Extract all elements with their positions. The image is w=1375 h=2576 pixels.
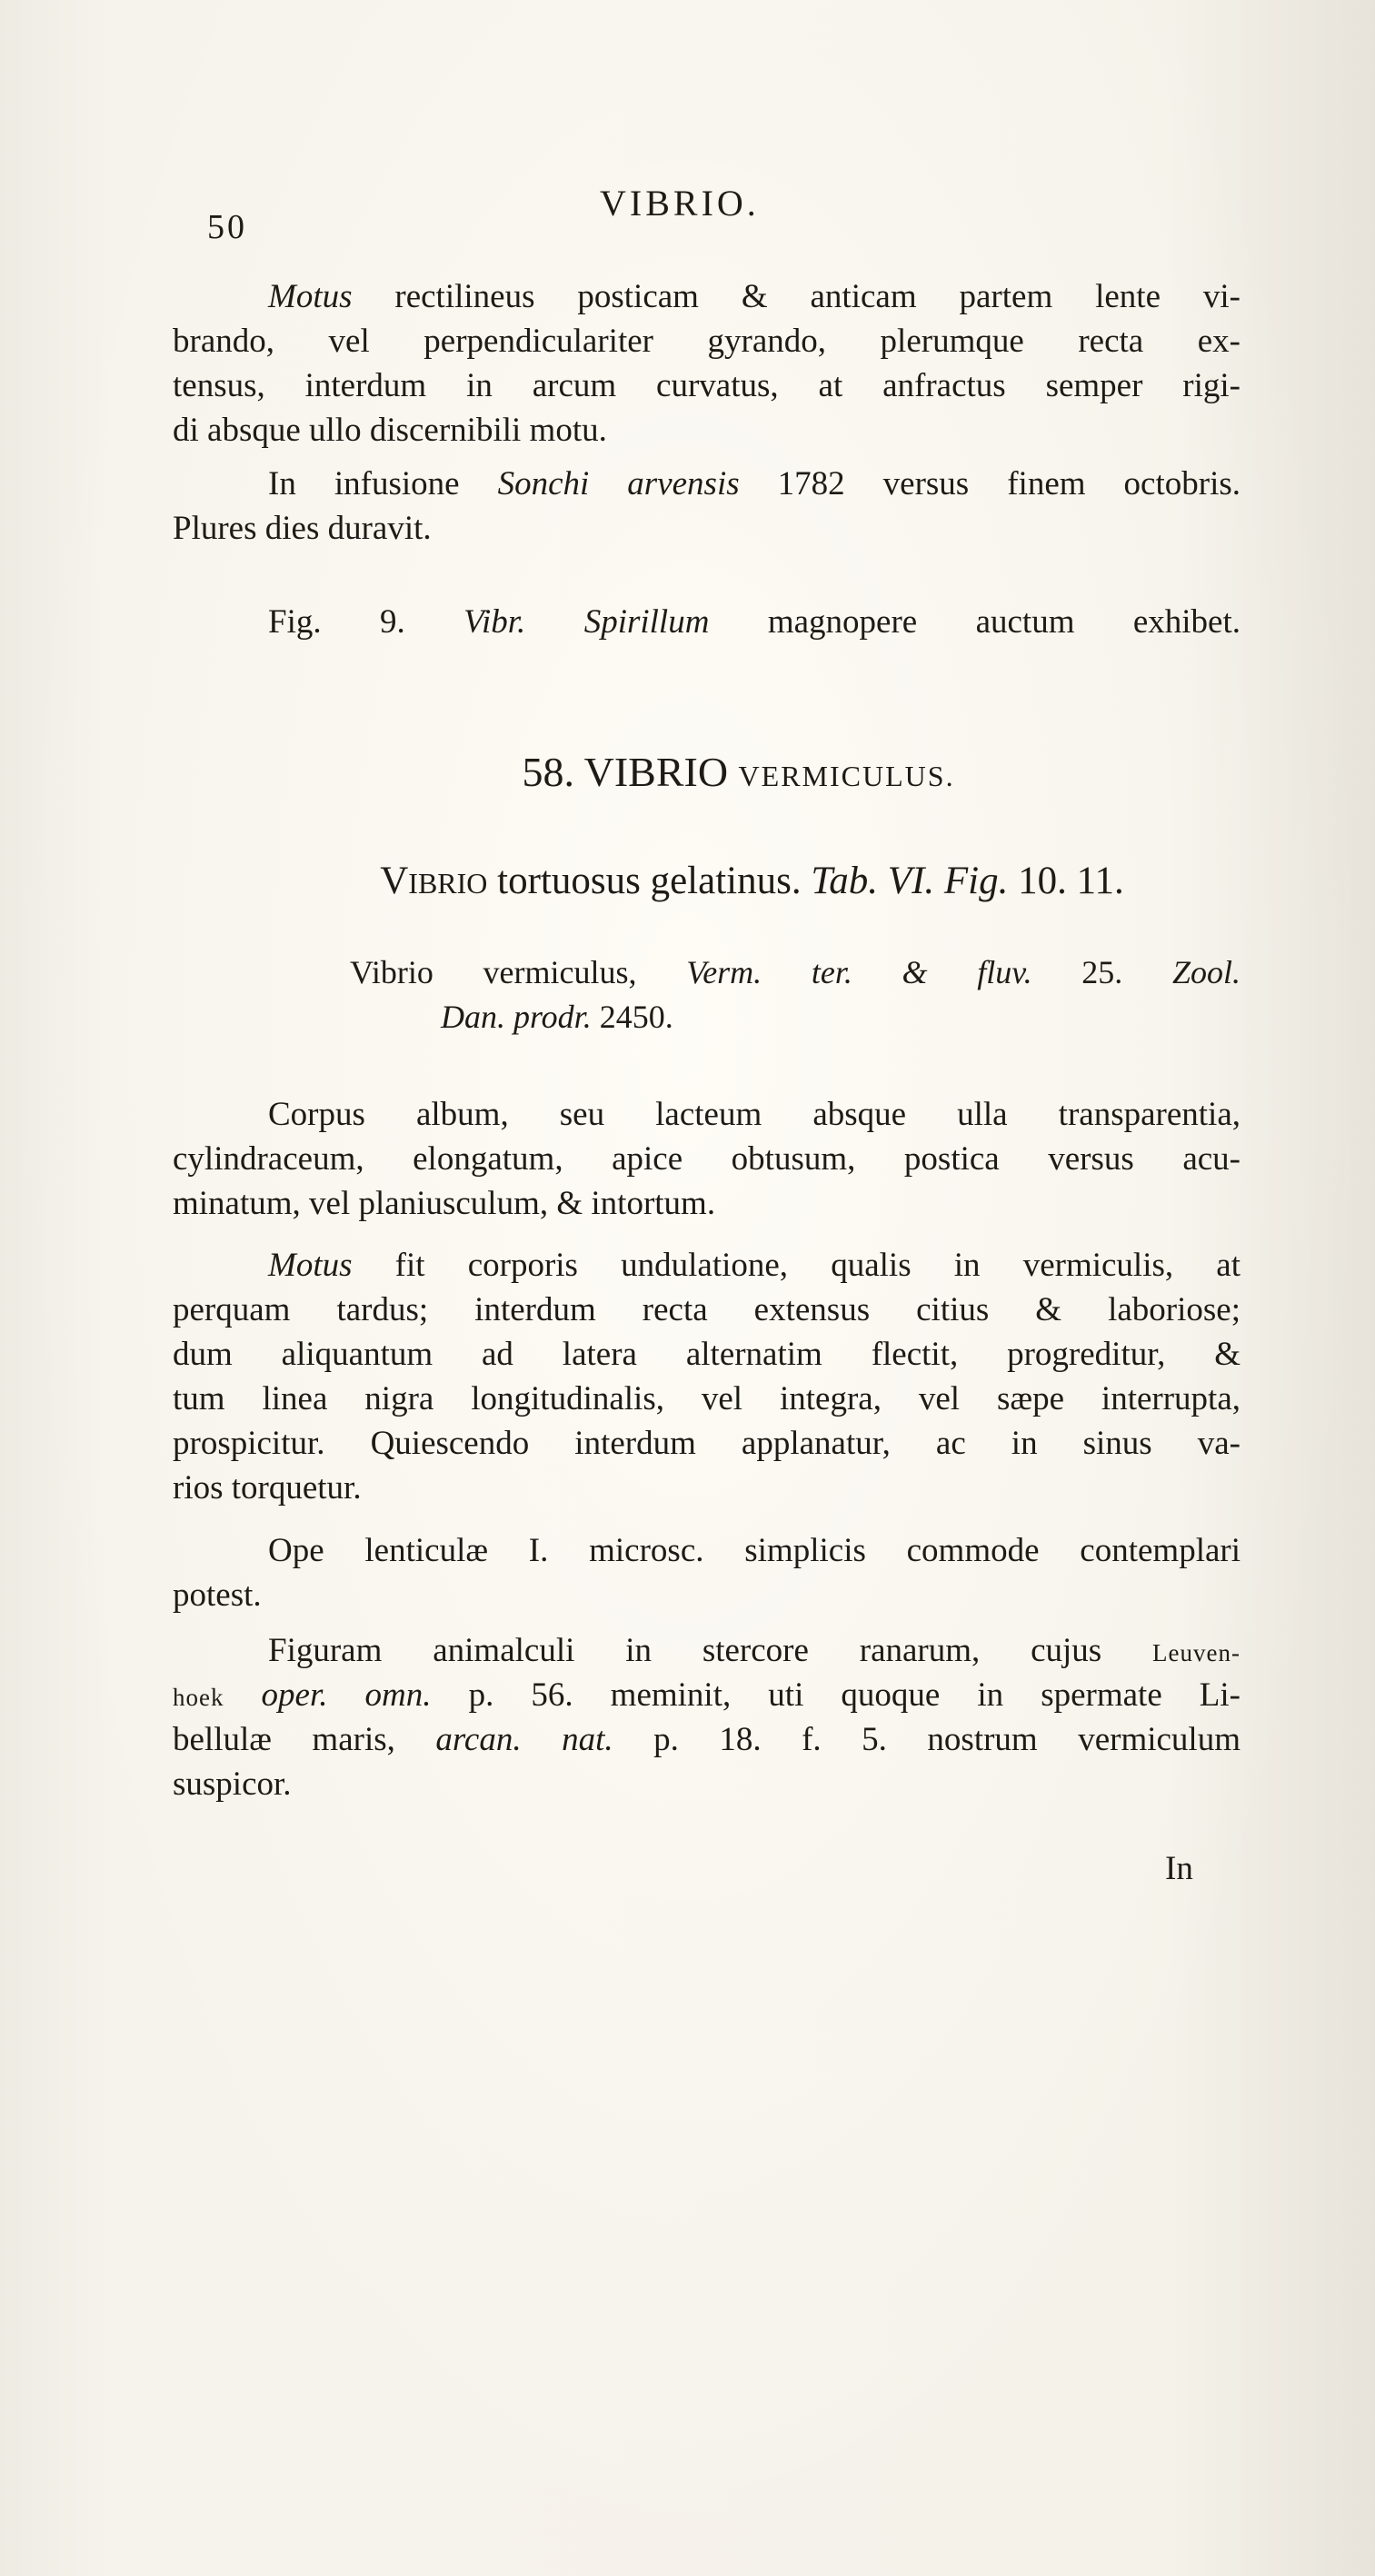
paragraph-figuram xyxy=(173,1628,1240,1806)
text-line: Figuram animalculi in stercore ranarum, cujus Leuven- xyxy=(268,1632,1240,1669)
text-line: cylindraceum, elongatum, apice obtusum, postica versus acu- xyxy=(173,1140,1240,1178)
text-line: prospicitur. Quiescendo interdum applanatur, ac in sinus va- xyxy=(173,1425,1240,1462)
text-line: minatum, vel planiusculum, & intortum. xyxy=(173,1185,716,1222)
figure-note xyxy=(173,600,1240,644)
text-line: potest. xyxy=(173,1576,262,1614)
paragraph-ope-lenticulae xyxy=(173,1528,1240,1617)
text-line: Ope lenticulæ I. microsc. simplicis commode contemplari xyxy=(268,1532,1240,1569)
paragraph-motus-vermiculus xyxy=(173,1243,1240,1510)
paragraph-corpus xyxy=(173,1092,1240,1226)
paragraph-infusione xyxy=(173,462,1240,551)
running-title: VIBRIO. xyxy=(600,183,760,224)
text-line: Vibrio vermiculus, Verm. ter. & fluv. 25. Zool. xyxy=(350,954,1240,990)
text-line: perquam tardus; interdum recta extensus citius & laboriose; xyxy=(173,1291,1240,1328)
running-head xyxy=(173,182,1240,246)
text-line: bellulæ maris, arcan. nat. p. 18. f. 5. nostrum vermiculum xyxy=(173,1721,1240,1758)
text-line: hoek oper. omn. p. 56. meminit, uti quoque in spermate Li- xyxy=(173,1676,1240,1714)
text-line: di absque ullo discernibili motu. xyxy=(173,412,607,449)
text-line: Corpus album, seu lacteum absque ulla transparentia, xyxy=(268,1096,1240,1133)
species-diagnosis: VIBRIO tortuosus gelatinus. Tab. VI. Fig. 10. 11. xyxy=(380,860,1124,902)
synonym-citation xyxy=(350,950,1240,1039)
text-line: Fig. 9. Vibr. Spirillum magnopere auctum exhibet. xyxy=(268,603,1241,641)
text-line: rios torquetur. xyxy=(173,1469,362,1507)
text-line: Motus rectilineus posticam & anticam partem lente vi- xyxy=(268,278,1240,315)
text-line: suspicor. xyxy=(173,1765,292,1803)
text-line: Plures dies duravit. xyxy=(173,510,432,547)
text-line: Motus fit corporis undulatione, qualis in vermiculis, at xyxy=(268,1247,1240,1284)
text-line: tum linea nigra longitudinalis, vel integra, vel sæpe interrupta, xyxy=(173,1380,1240,1417)
text-line: In infusione Sonchi arvensis 1782 versus finem octobris. xyxy=(268,465,1241,502)
text-line: tensus, interdum in arcum curvatus, at anfractus semper rigi- xyxy=(173,367,1240,404)
text-line: Dan. prodr. 2450. xyxy=(441,999,673,1035)
catchword: In xyxy=(1165,1850,1193,1887)
text-line: dum aliquantum ad latera alternatim flectit, progreditur, & xyxy=(173,1336,1240,1373)
paragraph-motus-spirillum xyxy=(173,274,1240,453)
text-line: brando, vel perpendiculariter gyrando, plerumque recta ex- xyxy=(173,323,1240,360)
species-heading: 58. VIBRIO VERMICULUS. xyxy=(522,749,955,795)
page-number: 50 xyxy=(207,208,247,246)
